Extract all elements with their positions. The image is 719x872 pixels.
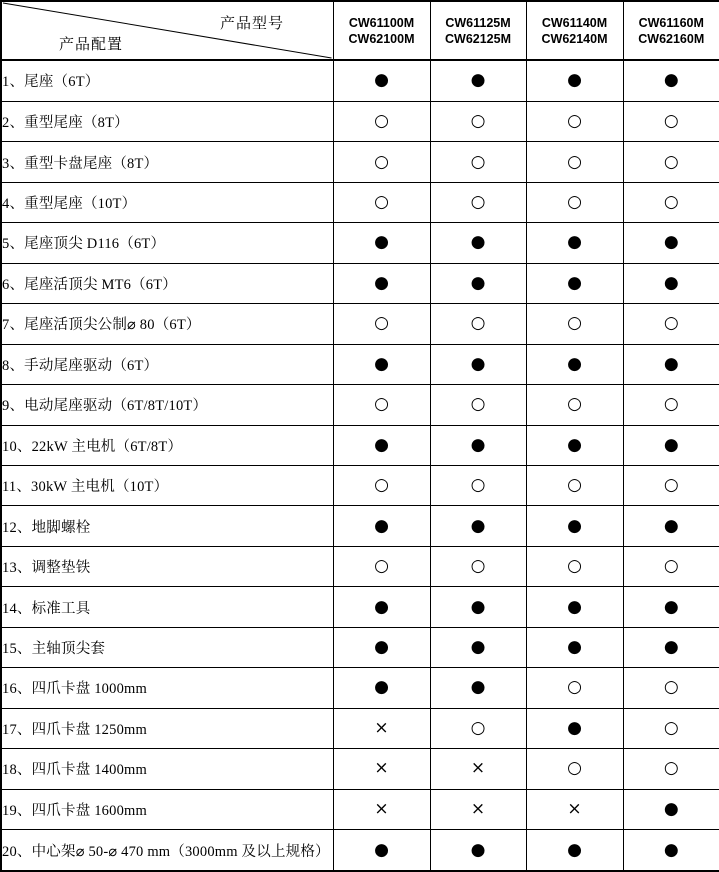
availability-cell: ●: [430, 223, 526, 263]
availability-cell: ○: [526, 142, 623, 182]
availability-cell: ●: [526, 60, 623, 101]
config-label: 6、尾座活顶尖 MT6（6T）: [1, 263, 333, 303]
availability-cell: ●: [430, 668, 526, 708]
availability-cell: ○: [623, 304, 719, 344]
availability-cell: ○: [526, 749, 623, 789]
availability-cell: ○: [623, 668, 719, 708]
availability-cell: ●: [430, 627, 526, 667]
availability-cell: ●: [430, 344, 526, 384]
table-row: [1, 506, 719, 546]
header-row: [1, 1, 719, 60]
availability-cell: ○: [623, 546, 719, 586]
table-row: [1, 101, 719, 141]
availability-cell: ●: [430, 60, 526, 101]
config-label: 3、重型卡盘尾座（8T）: [1, 142, 333, 182]
availability-cell: ●: [526, 627, 623, 667]
config-label: 17、四爪卡盘 1250mm: [1, 708, 333, 748]
availability-cell: ●: [623, 425, 719, 465]
model-name: CW62125M: [445, 31, 511, 46]
table-row: [1, 385, 719, 425]
availability-cell: ●: [333, 587, 430, 627]
availability-cell: ●: [333, 668, 430, 708]
availability-cell: ○: [623, 142, 719, 182]
model-name: CW61100M: [348, 15, 415, 30]
availability-cell: ●: [526, 425, 623, 465]
config-label: 1、尾座（6T）: [1, 60, 333, 101]
availability-cell: ●: [526, 830, 623, 871]
availability-cell: ○: [430, 101, 526, 141]
availability-cell: ●: [333, 506, 430, 546]
availability-cell: ○: [623, 465, 719, 505]
config-label: 20、中心架⌀ 50-⌀ 470 mm（3000mm 及以上规格）: [1, 830, 333, 871]
availability-cell: ●: [430, 506, 526, 546]
model-name: CW61160M: [638, 15, 704, 30]
availability-cell: ●: [430, 425, 526, 465]
availability-cell: ○: [526, 101, 623, 141]
table-row: [1, 344, 719, 384]
availability-cell: ○: [430, 304, 526, 344]
table-row: [1, 708, 719, 748]
model-column-header-2: [430, 1, 526, 60]
corner-label-product-config: 产品配置: [59, 37, 124, 53]
config-label: 11、30kW 主电机（10T）: [1, 465, 333, 505]
config-label: 4、重型尾座（10T）: [1, 182, 333, 222]
availability-cell: ●: [623, 627, 719, 667]
availability-cell: ×: [430, 789, 526, 829]
availability-cell: ●: [333, 425, 430, 465]
model-column-header-3: [526, 1, 623, 60]
availability-cell: ○: [623, 182, 719, 222]
table-row: [1, 60, 719, 101]
model-name: CW61140M: [541, 15, 608, 30]
availability-cell: ●: [526, 506, 623, 546]
table-row: [1, 182, 719, 222]
availability-cell: ●: [623, 830, 719, 871]
availability-cell: ○: [430, 385, 526, 425]
availability-cell: ○: [430, 182, 526, 222]
table-row: [1, 749, 719, 789]
config-label: 14、标准工具: [1, 587, 333, 627]
config-label: 9、电动尾座驱动（6T/8T/10T）: [1, 385, 333, 425]
availability-cell: ○: [333, 182, 430, 222]
availability-cell: ○: [430, 546, 526, 586]
availability-cell: ●: [333, 830, 430, 871]
availability-cell: ×: [333, 708, 430, 748]
availability-cell: ●: [623, 344, 719, 384]
availability-cell: ×: [333, 749, 430, 789]
model-name: CW62160M: [638, 31, 705, 46]
table-row: [1, 263, 719, 303]
availability-cell: ○: [333, 385, 430, 425]
config-label: 10、22kW 主电机（6T/8T）: [1, 425, 333, 465]
availability-cell: ●: [623, 587, 719, 627]
config-label: 2、重型尾座（8T）: [1, 101, 333, 141]
availability-cell: ○: [333, 101, 430, 141]
availability-cell: ●: [623, 223, 719, 263]
availability-cell: ●: [526, 223, 623, 263]
model-name: CW62140M: [541, 31, 608, 46]
availability-cell: ○: [623, 708, 719, 748]
diagonal-header-cell: [1, 1, 333, 60]
availability-cell: ×: [333, 789, 430, 829]
config-label: 5、尾座顶尖 D116（6T）: [1, 223, 333, 263]
availability-cell: ○: [623, 749, 719, 789]
availability-cell: ○: [430, 708, 526, 748]
model-column-header-4: [623, 1, 719, 60]
availability-cell: ○: [526, 385, 623, 425]
availability-cell: ●: [623, 506, 719, 546]
table-row: [1, 425, 719, 465]
availability-cell: ●: [430, 587, 526, 627]
availability-cell: ×: [430, 749, 526, 789]
corner-label-product-model: 产品型号: [220, 16, 285, 32]
availability-cell: ○: [430, 142, 526, 182]
availability-cell: ○: [526, 668, 623, 708]
availability-cell: ●: [333, 223, 430, 263]
table-row: [1, 142, 719, 182]
model-name: CW61125M: [445, 15, 511, 30]
table-row: [1, 668, 719, 708]
availability-cell: ○: [333, 142, 430, 182]
availability-cell: ○: [526, 182, 623, 222]
availability-cell: ○: [333, 465, 430, 505]
table-row: [1, 627, 719, 667]
table-row: [1, 465, 719, 505]
model-column-header-1: [333, 1, 430, 60]
availability-cell: ●: [526, 708, 623, 748]
availability-cell: ○: [526, 546, 623, 586]
config-label: 7、尾座活顶尖公制⌀ 80（6T）: [1, 304, 333, 344]
availability-cell: ○: [526, 304, 623, 344]
table-row: [1, 223, 719, 263]
availability-cell: ○: [333, 304, 430, 344]
availability-cell: ○: [623, 101, 719, 141]
availability-cell: ●: [333, 627, 430, 667]
table-row: [1, 304, 719, 344]
config-label: 19、四爪卡盘 1600mm: [1, 789, 333, 829]
config-label: 8、手动尾座驱动（6T）: [1, 344, 333, 384]
table-row: [1, 587, 719, 627]
availability-cell: ●: [430, 263, 526, 303]
availability-cell: ●: [526, 263, 623, 303]
availability-cell: ○: [333, 546, 430, 586]
availability-cell: ●: [526, 587, 623, 627]
availability-cell: ●: [623, 263, 719, 303]
config-label: 18、四爪卡盘 1400mm: [1, 749, 333, 789]
availability-cell: ●: [333, 60, 430, 101]
model-name: CW62100M: [348, 31, 415, 46]
config-label: 13、调整垫铁: [1, 546, 333, 586]
availability-cell: ●: [430, 830, 526, 871]
table-row: [1, 789, 719, 829]
availability-cell: ●: [623, 789, 719, 829]
table-row: [1, 830, 719, 871]
availability-cell: ●: [333, 344, 430, 384]
availability-cell: ●: [526, 344, 623, 384]
config-label: 12、地脚螺栓: [1, 506, 333, 546]
availability-cell: ×: [526, 789, 623, 829]
config-label: 15、主轴顶尖套: [1, 627, 333, 667]
availability-cell: ●: [623, 60, 719, 101]
availability-cell: ○: [430, 465, 526, 505]
availability-cell: ○: [526, 465, 623, 505]
availability-cell: ●: [333, 263, 430, 303]
availability-cell: ○: [623, 385, 719, 425]
table-row: [1, 546, 719, 586]
config-label: 16、四爪卡盘 1000mm: [1, 668, 333, 708]
